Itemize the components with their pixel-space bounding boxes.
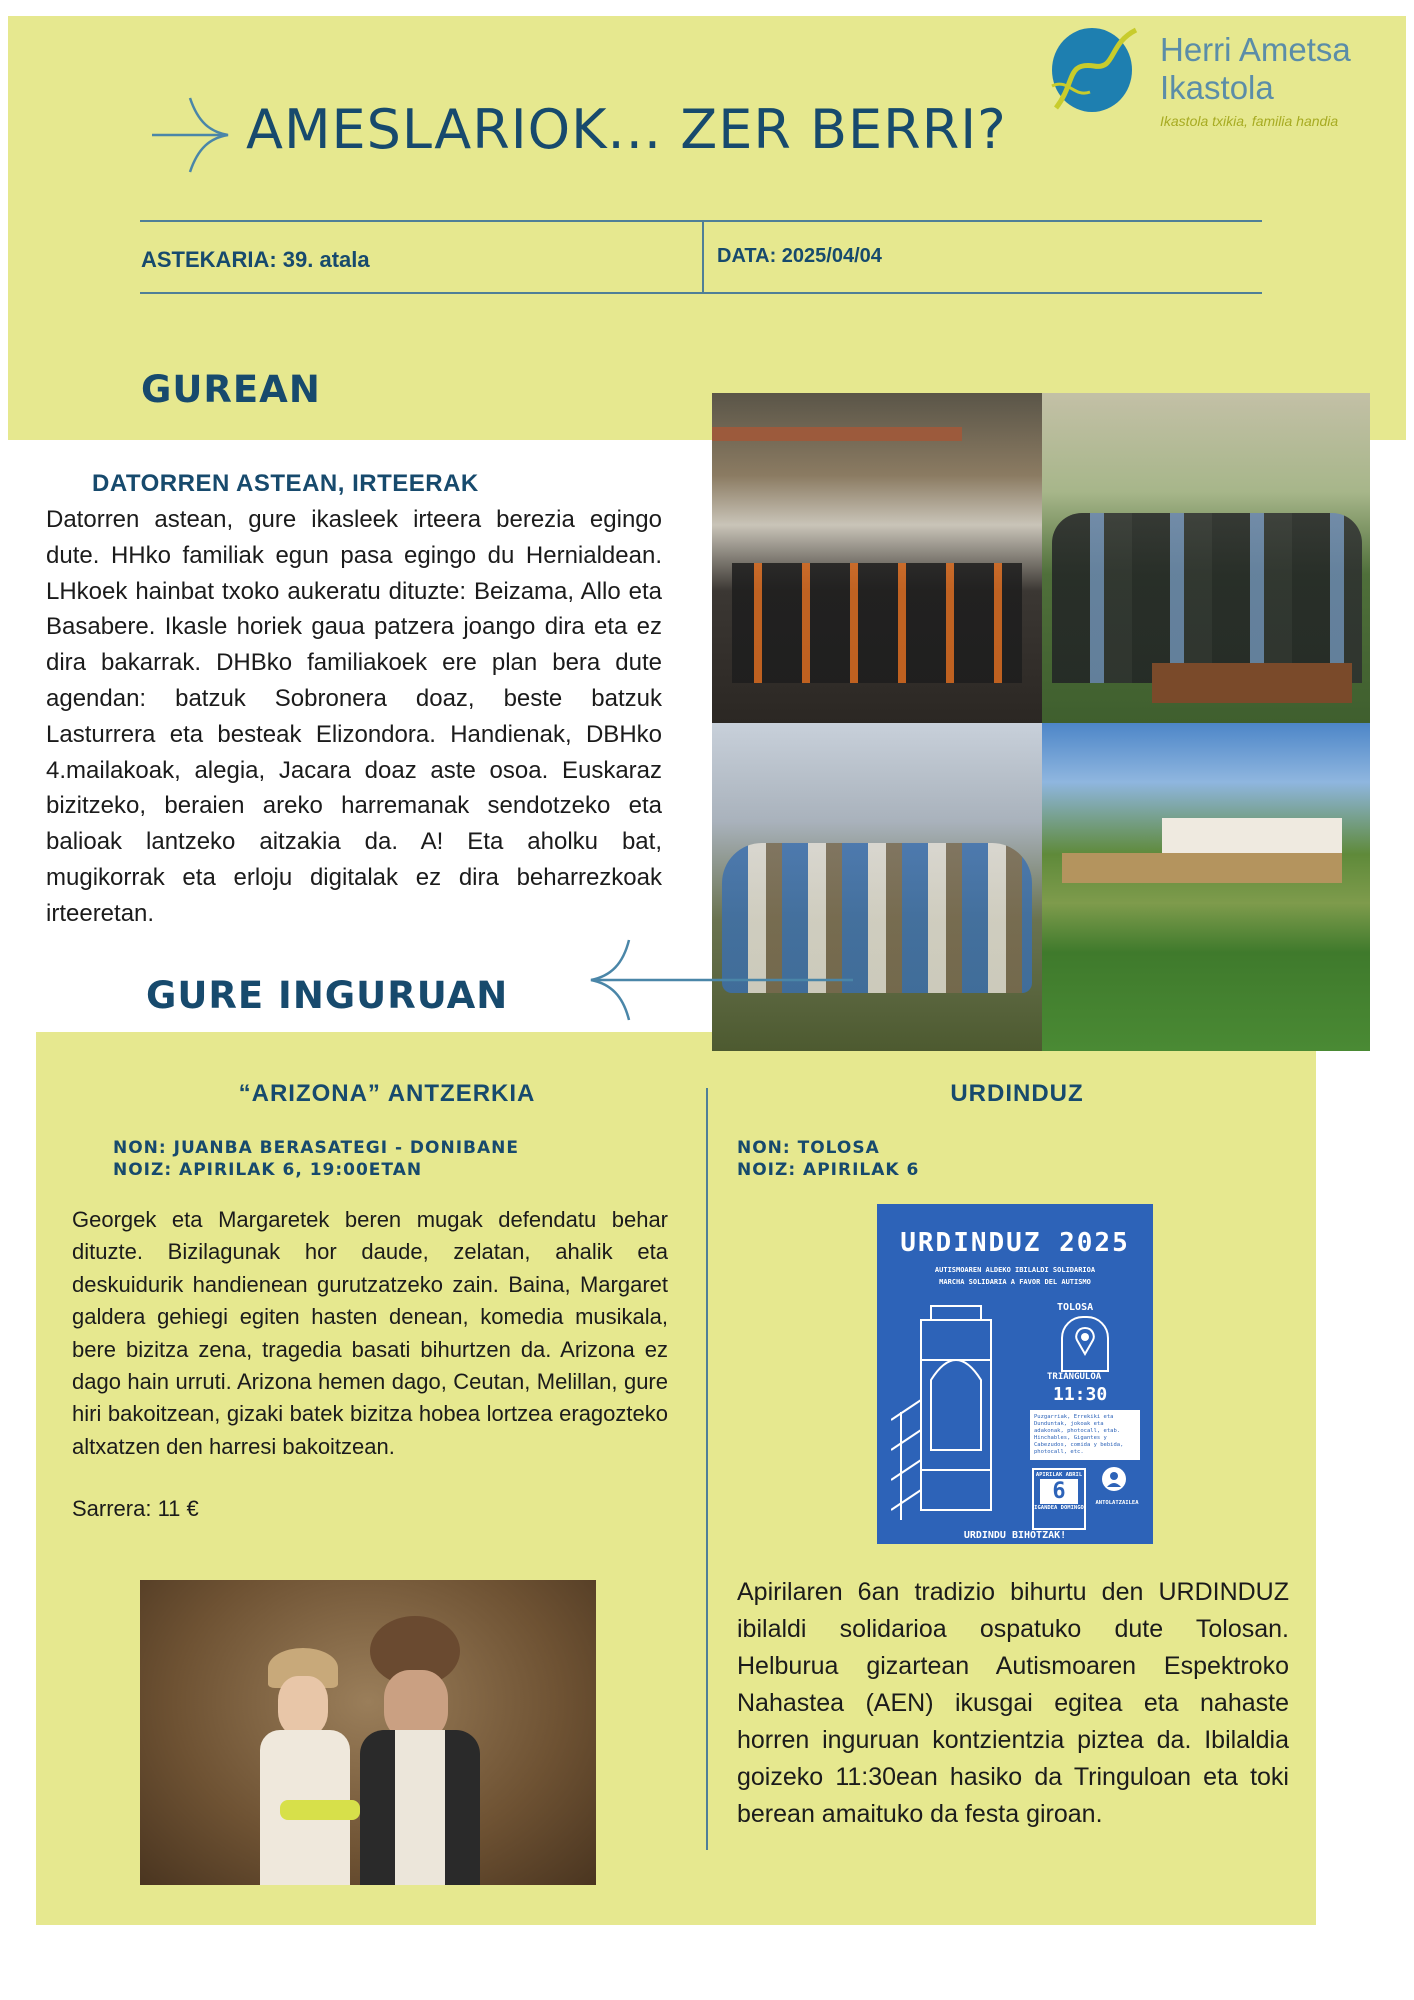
poster-place: TOLOSA bbox=[1057, 1302, 1094, 1313]
arizona-noiz: NOIZ: APIRILAK 6, 19:00ETAN bbox=[113, 1160, 423, 1180]
speech-bubble-icon bbox=[1099, 1466, 1129, 1496]
poster-title: URDINDUZ 2025 bbox=[900, 1228, 1130, 1258]
arrow-right-icon bbox=[150, 96, 232, 174]
logo-tagline: Ikastola txikia, familia handia bbox=[1160, 113, 1339, 129]
poster-month: APIRILAK ABRIL bbox=[1035, 1472, 1083, 1478]
divider bbox=[702, 220, 704, 293]
urdinduz-noiz: NOIZ: APIRILAK 6 bbox=[737, 1160, 920, 1180]
divider bbox=[140, 220, 1262, 222]
poster-weekday: IGANDEA DOMINGO bbox=[1034, 1505, 1084, 1511]
section-heading-inguruan: GURE INGURUAN bbox=[146, 974, 509, 1017]
poster-day: 6 bbox=[1040, 1479, 1078, 1504]
logo-icon bbox=[1046, 22, 1144, 114]
poster-org: ANTOLATZAILEA bbox=[1095, 1500, 1139, 1506]
page-title: AMESLARIOK... ZER BERRI? bbox=[246, 98, 1007, 161]
logo-name-2: Ikastola bbox=[1160, 69, 1274, 106]
arizona-non: NON: JUANBA BERASATEGI - DONIBANE bbox=[113, 1138, 519, 1158]
photo-canyoning bbox=[712, 393, 1042, 723]
arizona-photo bbox=[140, 1580, 596, 1885]
logo-name-1: Herri Ametsa bbox=[1160, 31, 1351, 68]
location-pin-icon bbox=[1061, 1316, 1109, 1372]
urdinduz-poster bbox=[877, 1204, 1153, 1544]
divider bbox=[140, 292, 1262, 294]
column-divider bbox=[706, 1088, 708, 1850]
poster-time: 11:30 bbox=[1053, 1384, 1108, 1405]
section-heading-gurean: GUREAN bbox=[141, 368, 321, 411]
poster-info: Puzgarriak, Errekiki eta Dunduntak, jokoak eta adakonak, photocall, etab. Hinchables, Gigantes y Cabezudos, comida y bebida, photocall, etc. bbox=[1030, 1410, 1140, 1460]
gurean-subheading: DATORREN ASTEAN, IRTEERAK bbox=[92, 470, 479, 497]
poster-sub1: AUTISMOAREN ALDEKO IBILALDI SOLIDARIOA bbox=[934, 1266, 1096, 1274]
poster-footer: URDINDU BIHOTZAK! bbox=[963, 1530, 1067, 1541]
arizona-title: “ARIZONA” ANTZERKIA bbox=[238, 1080, 536, 1107]
issue-label: ASTEKARIA: 39. atala bbox=[141, 247, 370, 272]
urdinduz-body: Apirilaren 6an tradizio bihurtu den URDINDUZ ibilaldi solidarioa ospatuko dute Tolosan. Helburua gizartean Autismoaren Espektroko Nahastea (AEN) ikusgai egitea eta nahaste horren inguruan kontzientzia piztea da. Ibilaldia goizeko 11:30ean hasiko da Tringuloan eta toki berean amaituko da festa giroan. bbox=[737, 1578, 1289, 1828]
photo-teens bbox=[1042, 393, 1370, 723]
tower-icon bbox=[891, 1300, 1011, 1520]
gurean-body: Datorren astean, gure ikasleek irteera berezia egingo dute. HHko familiak egun pasa egingo du Hernialdean. LHkoek hainbat txoko aukeratu dituzte: Beizama, Allo eta Basabere. Ikasle horiek gaua patzera joango dira eta ez dira bakarrak. DHBko familiakoek ere plan bera dute agendan: batzuk Sobronera doaz, beste batzuk Lasturrera eta besteak Elizondora. Handienak, DBHko 4.mailakoak, alegia, Jacara doaz aste osoa. Euskaraz bizitzeko, beraien areko harremanak sendotzeko eta balioak lantzeko aitzakia da. A! Eta aholku bat, mugikorrak eta erloju digitalak ez dira beharrezkoak irteeretan. bbox=[46, 506, 662, 927]
date-label: DATA: 2025/04/04 bbox=[717, 245, 882, 267]
photo-village bbox=[1042, 723, 1370, 1051]
arizona-price: Sarrera: 11 € bbox=[72, 1496, 199, 1521]
poster-date-box bbox=[1032, 1468, 1086, 1530]
arizona-body: Georgek eta Margaretek beren mugak defendatu behar dituzte. Bizilagunak hor daude, zelatan, ahalik eta deskuidurik handienean gurutzatzeko zain. Baina, Margaret galdera gehiegi egiten hasten denean, komedia musikala, bere bizitza zena, tragedia basati bihurtzen da. Arizona ez dago hain urruti. Arizona hemen dago, Ceutan, Melillan, gure hiri bakoitzean, gizaki batek bizitza hobea lortzea eragozteko altxatzen den harresi bakoitzean. bbox=[72, 1207, 668, 1459]
arrow-left-icon bbox=[585, 938, 855, 1022]
poster-sub2: MARCHA SOLIDARIA A FAVOR DEL AUTISMO bbox=[939, 1278, 1091, 1286]
urdinduz-title: URDINDUZ bbox=[950, 1080, 1084, 1107]
urdinduz-non: NON: TOLOSA bbox=[737, 1138, 880, 1158]
poster-spot: TRIANGULOA bbox=[1047, 1372, 1102, 1382]
